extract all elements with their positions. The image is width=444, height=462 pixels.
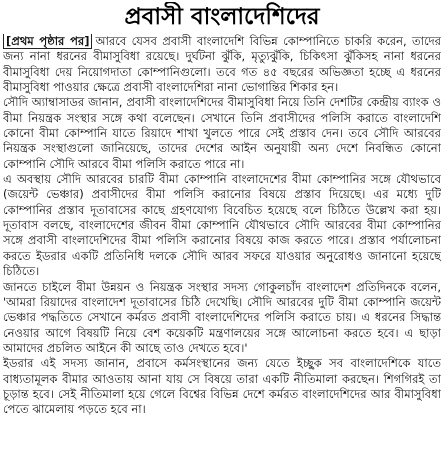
article-paragraph: ইডরার এই সদস্য জানান, প্রবাসে কর্মসংস্থানের জন্য যেতে ইচ্ছুক সব বাংলাদেশিকে যাতে বাধ্যতামূলক বীমার আওতায় আনা যায় সে বিষয়ে তারা একটি নীতিমালা করছেন। শিগগিরই তা চূড়ান্ত হবে। সেই নীতিমালা হয়ে গেলে বিশ্বের বিভিন্ন দেশে কর্মরত বাংলাদেশিদের আর বীমাসুবিধা পেতে ঝামেলায় পড়তে হবে না। xyxy=(3,356,441,417)
article-paragraph xyxy=(3,34,441,95)
article-body xyxy=(3,34,441,460)
paragraph-text: আরবে যেসব প্রবাসী বাংলাদেশি বিভিন্ন কোম্পানিতে চাকরি করেন, তাদের জন্য নানা ধরনের বীমাসুবিধা রয়েছে। দুর্ঘটনা ঝুঁকি, মৃত্যুঝুঁকি, চিকিৎসা ঝুঁকিসহ নানা ধরনের বীমাসুবিধা দেয় নিয়োগদাতা কোম্পানিগুলো। তবে গত ৪৫ বছরের অভিজ্ঞতা হচ্ছে এ ধরনের বীমাসুবিধা পাওয়ার ক্ষেত্রে প্রবাসী বাংলাদেশিরা নানা ভোগান্তির শিকার হন। xyxy=(3,34,441,95)
article-paragraph: এ অবস্থায় সৌদি আরবের চারটি বীমা কোম্পানি বাংলাদেশের বীমা কোম্পানির সঙ্গে যৌথভাবে (জয়েন্ট ভেঞ্চার) প্রবাসীদের বীমা পলিসি করানোর বিষয়ে প্রস্তাব দিয়েছে। এর মধ্যে দুটি কোম্পানির প্রস্তাব দূতাবাসের কাছে গ্রহণযোগ্য বিবেচিত হয়েছে বলে চিঠিতে উল্লেখ করা হয়। দূতাবাস বলছে, বাংলাদেশের জীবন বীমা কোম্পানি যৌথভাবে সৌদি আরবের বীমা কোম্পানির সঙ্গে প্রবাসী বাংলাদেশিদের বীমা পলিসি করানোর বিষয়ে কাজ করতে পারে। প্রস্তাব পর্যালোচনা করতে ইডরার একটি প্রতিনিধি দলকে সৌদি আরব সফরে যাওয়ার অনুরোধও জানানো হয়েছে চিঠিতে। xyxy=(3,172,441,279)
continuation-label: [প্রথম পৃষ্ঠার পর] xyxy=(3,34,92,49)
article-headline: প্রবাসী বাংলাদেশিদের xyxy=(124,4,320,30)
article-paragraph: সৌদি অ্যাম্বাসাডর জানান, প্রবাসী বাংলাদেশিদের বীমাসুবিধা নিয়ে তিনি দেশটির কেন্দ্রীয় ব্যাংক ও বীমা নিয়ন্ত্রক সংস্থার সঙ্গে কথা বলেছেন। সেখানে তিনি প্রবাসীদের পলিসি করাতে বাংলাদেশি কোনো বীমা কোম্পানি যাতে রিয়াদে শাখা খুলতে পারে সেই প্রস্তাব দেন। তবে সৌদি আরবের নিয়ন্ত্রক সংস্থাগুলো জানিয়েছে, তাদের দেশের আইন অনুযায়ী অন্য দেশে নিবন্ধিত কোনো কোম্পানি সৌদি আরবে বীমা পলিসি করাতে পারে না। xyxy=(3,95,441,171)
article-paragraph: জানতে চাইলে বীমা উন্নয়ন ও নিয়ন্ত্রক সংস্থার সদস্য গোকুলচাঁদ বাংলাদেশ প্রতিদিনকে বলেন, 'আমরা রিয়াদের বাংলাদেশ দূতাবাসের চিঠি দেখেছি। সৌদি আরবের দুটি বীমা কোম্পানি জয়েন্ট ভেঞ্চার পদ্ধতিতে সেখানে কর্মরত প্রবাসী বাংলাদেশিদের পলিসি করাতে চায়। এ ধরনের সিদ্ধান্ত নেওয়ার আগে বিষয়টি নিয়ে বেশ কয়েকটি মন্ত্রণালয়ের সঙ্গে আলোচনা করতে হবে। এ ছাড়া আমাদের প্রচলিত আইনে কী আছে তাও দেখতে হবে।' xyxy=(3,279,441,355)
